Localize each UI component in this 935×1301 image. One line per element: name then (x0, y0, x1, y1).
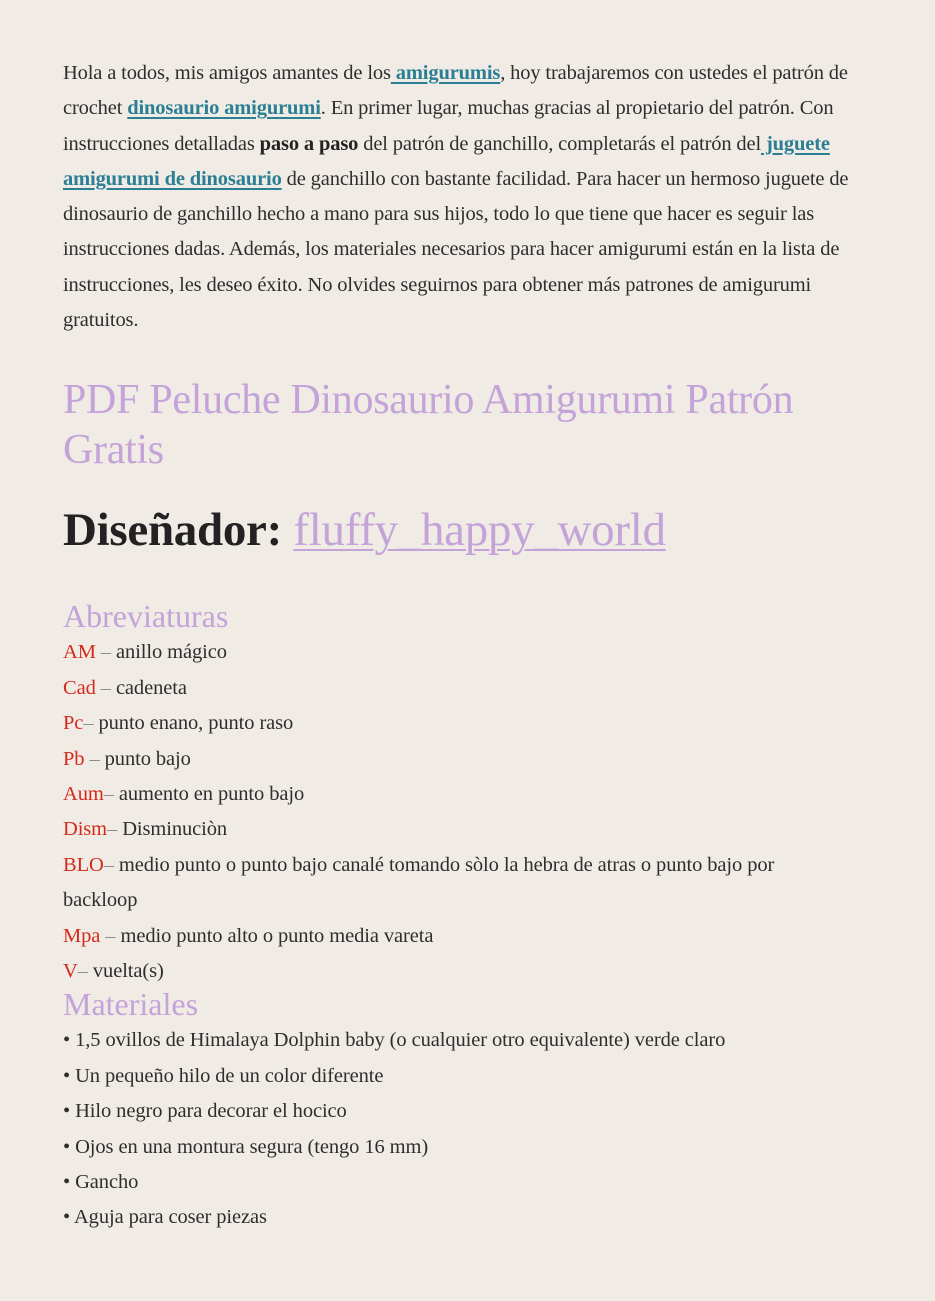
intro-bold-paso-a-paso: paso a paso (259, 132, 359, 155)
material-item: • Ojos en una montura segura (tengo 16 mm) (63, 1135, 429, 1158)
abbreviation-code: BLO (63, 853, 104, 876)
abbreviation-dash: – (95, 641, 117, 664)
link-amigurumis[interactable]: amigurumis (390, 62, 501, 84)
intro-text-4: del patrón de ganchillo, completarás el patrón del (358, 132, 762, 155)
designer-link[interactable]: fluffy_happy_world (293, 504, 666, 557)
material-item: • 1,5 ovillos de Himalaya Dolphin baby (o cualquier otro equivalente) verde claro (63, 1029, 726, 1052)
material-item: • Aguja para coser piezas (63, 1206, 267, 1229)
abbreviation-dash: – (100, 924, 121, 947)
material-item: • Hilo negro para decorar el hocico (63, 1100, 347, 1123)
abbreviation-code: Mpa (63, 924, 101, 947)
abbreviation-text: vuelta(s) (92, 960, 164, 983)
abbreviation-dash: – (107, 818, 123, 841)
designer-label: Diseñador: (63, 504, 294, 557)
abbreviation-code: Dism (63, 818, 108, 841)
material-item: • Gancho (63, 1171, 139, 1194)
abbreviation-text: medio punto o punto bajo canalé tomando sòlo la hebra de atras o punto bajo por backloop (63, 853, 775, 912)
abbreviation-item (63, 706, 885, 741)
intro-text-1: Hola a todos, mis amigos amantes de los (63, 62, 391, 84)
abbreviation-code: V (63, 960, 78, 983)
abbreviation-dash: – (84, 747, 105, 770)
abbreviation-code: Aum (63, 783, 104, 805)
abbreviation-text: Disminuciòn (122, 818, 228, 841)
abbreviation-dash: – (103, 783, 119, 805)
abbreviation-dash: – (103, 853, 119, 876)
intro-text-2: , hoy trabajaremos con ustedes el patrón de crochet (63, 62, 848, 120)
abbreviation-item (63, 635, 885, 670)
abbreviation-dash: – (77, 960, 93, 983)
abbreviation-item (63, 812, 885, 847)
abbreviation-code: Pc (63, 712, 84, 735)
link-juguete-amigurumi-dinosaurio[interactable]: juguete amigurumi de dinosaurio (63, 132, 830, 190)
designer-heading (63, 500, 885, 560)
intro-paragraph (63, 56, 885, 338)
abbreviation-item (63, 742, 885, 777)
materials-heading: Materiales (63, 986, 199, 1023)
abbreviation-text: cadeneta (115, 676, 187, 699)
abbreviation-text: aumento en punto bajo (118, 783, 305, 805)
abbreviation-item (63, 848, 853, 919)
abbreviation-text: anillo mágico (116, 641, 227, 664)
intro-text-3: . En primer lugar, muchas gracias al propietario del patrón. Con instrucciones detalladas (63, 97, 834, 155)
abbreviation-code: Pb (63, 747, 85, 770)
abbreviations-list (63, 635, 885, 989)
abbreviation-code: Cad (63, 676, 96, 699)
abbreviation-code: AM (63, 641, 96, 664)
abbreviation-item (63, 777, 885, 812)
abbreviation-text: medio punto alto o punto media vareta (120, 924, 434, 947)
materials-list (63, 1023, 885, 1235)
abbreviation-item (63, 954, 885, 989)
abbreviation-text: punto enano, punto raso (98, 712, 294, 735)
pattern-title: PDF Peluche Dinosaurio Amigurumi Patrón Gratis (63, 377, 794, 474)
abbreviation-item (63, 919, 885, 954)
abbreviations-heading: Abreviaturas (63, 598, 229, 635)
abbreviation-text: punto bajo (104, 747, 191, 770)
abbreviation-dash: – (95, 676, 116, 699)
material-item: • Un pequeño hilo de un color diferente (63, 1064, 384, 1087)
abbreviation-dash: – (83, 712, 99, 735)
link-dinosaurio-amigurumi[interactable]: dinosaurio amigurumi (127, 97, 321, 120)
abbreviation-item (63, 671, 885, 706)
intro-text-5: de ganchillo con bastante facilidad. Para hacer un hermoso juguete de dinosaurio de ganchillo hecho a mano para sus hijos, todo lo que tiene que hacer es seguir las instrucciones dadas. Además, los materiales necesarios para hacer amigurumi están en la lista de instrucciones, les deseo éxito. No olvides seguirnos para obtener más patrones de amigurumi gratuitos. (63, 167, 849, 332)
